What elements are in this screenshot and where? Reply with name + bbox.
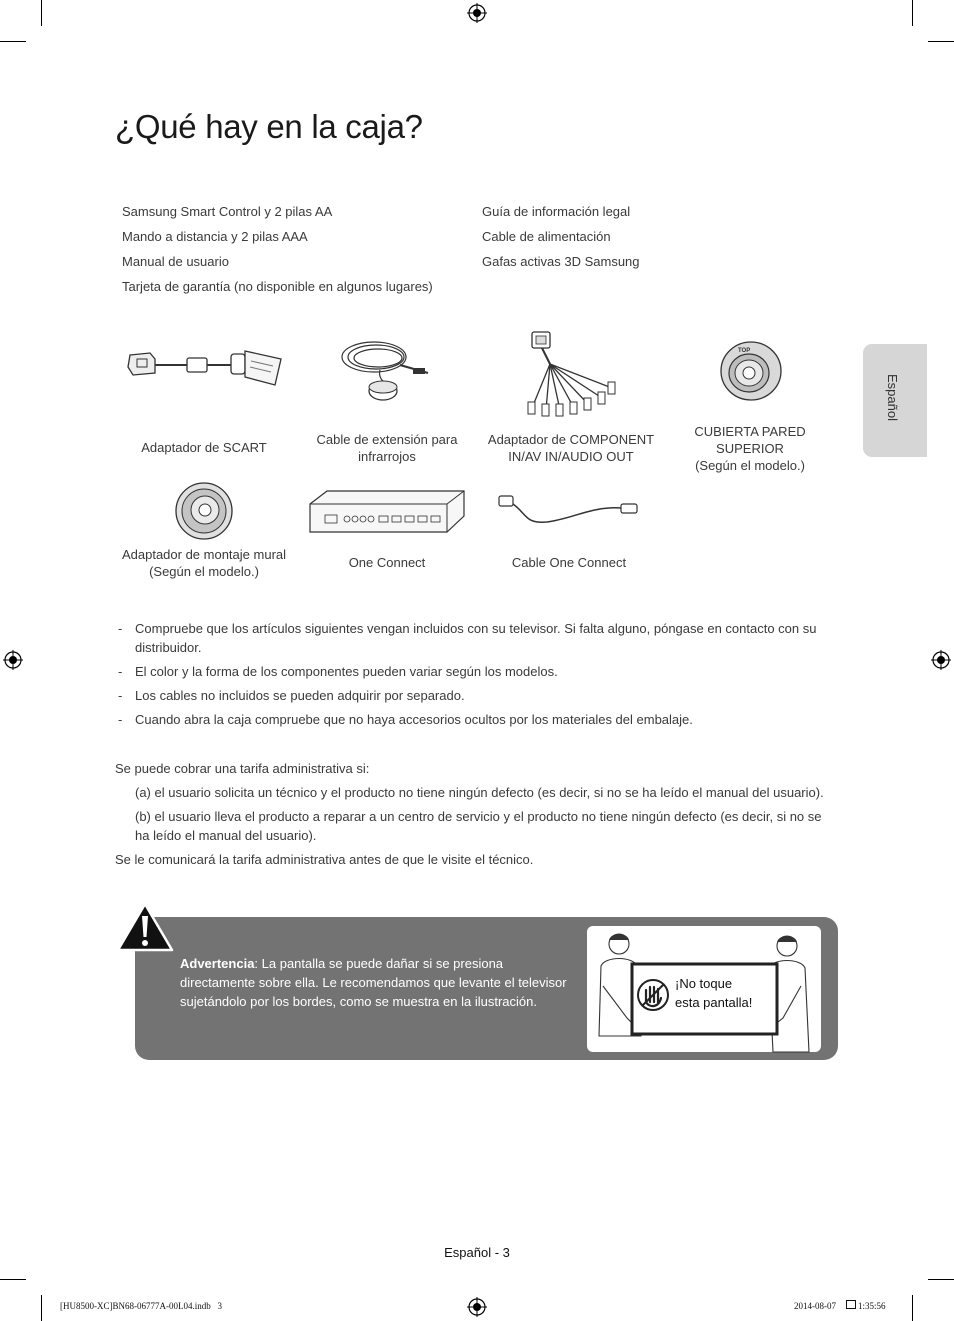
note-text: Los cables no incluidos se pueden adquirir por separado. xyxy=(135,688,465,703)
label-line: CUBIERTA PARED xyxy=(694,424,806,439)
accessory-label xyxy=(287,554,487,571)
ir-extension-cable-icon xyxy=(338,335,438,407)
bubble-line: ¡No toque xyxy=(675,976,733,991)
label-line: Adaptador de montaje mural xyxy=(121,547,287,562)
label-line: SUPERIOR xyxy=(716,441,784,456)
list-item: - El color y la forma de los componentes pueden variar según los modelos. xyxy=(118,664,558,679)
label-line: IN/AV IN/AUDIO OUT xyxy=(508,449,634,464)
one-connect-cable-icon xyxy=(497,492,643,528)
fee-item-b: (b) el usuario lleva el producto a reparar a un centro de servicio y el producto no tiene ningún defecto (es decir, si no se ha leído el manual del usuario). xyxy=(135,809,822,843)
component-adapter-icon xyxy=(520,330,620,418)
label-line: Cable One Connect xyxy=(511,555,627,570)
registration-mark-icon xyxy=(467,3,487,23)
list-item: Manual de usuario xyxy=(122,254,229,269)
list-item: - Compruebe que los artículos siguientes vengan incluidos con su televisor. Si falta alguno, póngase en contacto con su distribuidor. xyxy=(118,621,817,655)
one-connect-box-icon xyxy=(307,488,467,536)
print-date: 2014-08-07 xyxy=(794,1301,836,1311)
box-icon xyxy=(846,1300,856,1309)
registration-mark-icon xyxy=(3,650,23,670)
bubble-line: esta pantalla! xyxy=(675,995,753,1010)
label-line: One Connect xyxy=(348,555,426,570)
crop-mark xyxy=(912,0,913,26)
do-not-touch-text xyxy=(675,974,752,1012)
accessory-label xyxy=(104,439,304,456)
page-number: Español - 3 xyxy=(444,1245,510,1260)
list-item: Guía de información legal xyxy=(482,204,631,219)
wall-cover-stamp: TOP xyxy=(738,348,751,354)
warning-label: Advertencia xyxy=(180,956,255,971)
accessory-label xyxy=(287,431,487,465)
note-text: El color y la forma de los componentes pueden variar según los modelos. xyxy=(135,664,558,679)
warning-triangle-icon xyxy=(116,902,174,952)
list-item: - Cuando abra la caja compruebe que no haya accesorios ocultos por los materiales del embalaje. xyxy=(118,712,693,727)
crop-mark xyxy=(912,1295,913,1321)
print-time: 1:35:56 xyxy=(858,1301,886,1311)
contents-list-right xyxy=(482,199,640,274)
crop-mark xyxy=(0,1279,26,1280)
accessory-label xyxy=(660,423,840,474)
crop-mark xyxy=(41,0,42,26)
crop-mark xyxy=(41,1295,42,1321)
fee-item-a: (a) el usuario solicita un técnico y el producto no tiene ningún defecto (es decir, si no se ha leído el manual del usuario). xyxy=(135,785,824,800)
warning-message: : La pantalla se puede dañar si se presiona directamente sobre ella. Le recomendamos que levante el televisor sujetándolo por los bordes, como se muestra en la ilustración. xyxy=(180,956,567,1009)
wall-mount-adapter-icon xyxy=(174,481,234,541)
administrative-fee-section xyxy=(115,759,835,874)
registration-mark-icon xyxy=(931,650,951,670)
page-title: ¿Qué hay en la caja? xyxy=(115,108,423,145)
file-name: [HU8500-XC]BN68-06777A-00L04.indb 3 xyxy=(60,1301,222,1311)
wall-cover-top-icon xyxy=(719,340,783,402)
label-line: (Según el modelo.) xyxy=(695,458,805,473)
warning-text xyxy=(180,954,580,1011)
registration-mark-icon xyxy=(467,1297,487,1317)
label-line: infrarrojos xyxy=(358,449,416,464)
list-item: Cable de alimentación xyxy=(482,229,611,244)
accessory-label xyxy=(471,431,671,465)
list-item: - Los cables no incluidos se pueden adquirir por separado. xyxy=(118,688,465,703)
crop-mark xyxy=(928,1279,954,1280)
language-side-tab xyxy=(863,344,927,457)
list-item: Gafas activas 3D Samsung xyxy=(482,254,640,269)
crop-mark xyxy=(928,41,954,42)
note-text: Compruebe que los artículos siguientes vengan incluidos con su televisor. Si falta alguno, póngase en contacto con su distribuidor. xyxy=(135,621,817,655)
label-line: Cable de extensión para xyxy=(316,432,458,447)
side-tab-label: Español xyxy=(885,374,900,421)
scart-adapter-icon xyxy=(125,345,285,390)
accessory-label xyxy=(469,554,669,571)
list-item: Mando a distancia y 2 pilas AAA xyxy=(122,229,308,244)
notes-list xyxy=(115,619,835,734)
label-line: Adaptador de COMPONENT xyxy=(487,432,655,447)
crop-mark xyxy=(0,41,26,42)
list-item: Samsung Smart Control y 2 pilas AA xyxy=(122,204,333,219)
label-line: Adaptador de SCART xyxy=(141,440,267,455)
label-line: (Según el modelo.) xyxy=(149,564,259,579)
contents-list-left xyxy=(122,199,433,299)
fee-outro: Se le comunicará la tarifa administrativa antes de que le visite el técnico. xyxy=(115,852,534,867)
fee-intro: Se puede cobrar una tarifa administrativa si: xyxy=(115,761,370,776)
list-item: Tarjeta de garantía (no disponible en algunos lugares) xyxy=(122,279,433,294)
note-text: Cuando abra la caja compruebe que no haya accesorios ocultos por los materiales del embalaje. xyxy=(135,712,693,727)
accessory-label xyxy=(104,546,304,580)
